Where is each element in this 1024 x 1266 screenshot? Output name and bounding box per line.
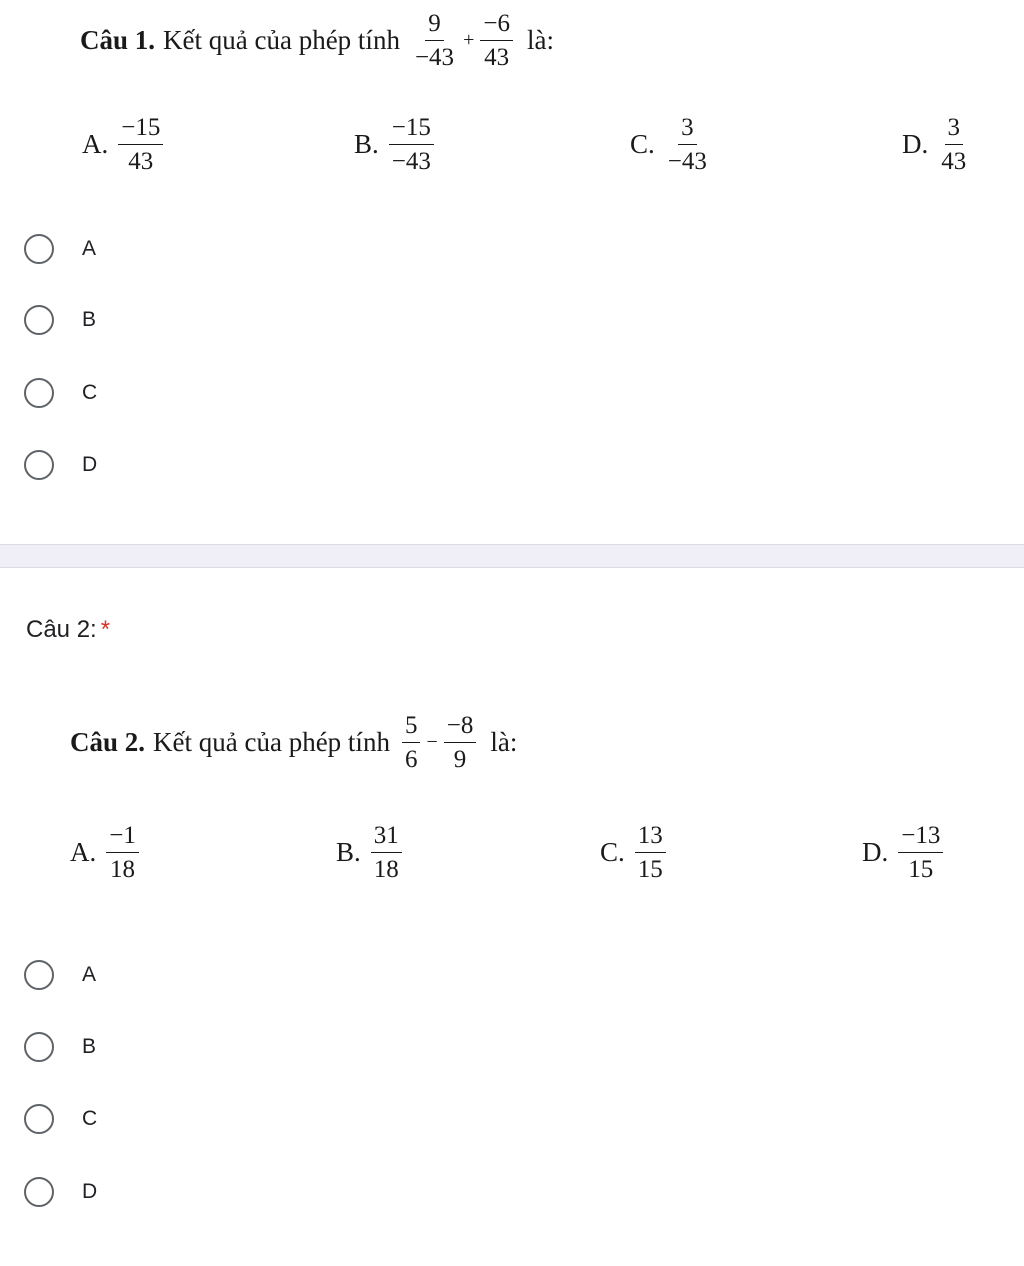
question2-choice-b[interactable]: [24, 1032, 96, 1062]
question2-option-a: [70, 820, 143, 886]
fraction-numerator: 5: [402, 710, 421, 743]
radio-button[interactable]: [24, 1104, 54, 1134]
question1-option-c: [630, 112, 714, 178]
choice-label: B: [82, 308, 97, 331]
question1-choice-c[interactable]: [24, 378, 97, 408]
fraction-numerator: −6: [480, 8, 513, 41]
option-fraction: [118, 112, 163, 178]
choice-label: C: [82, 1107, 98, 1130]
fraction-numerator: −13: [898, 820, 943, 853]
choice-label: D: [82, 453, 98, 476]
fraction-denominator: 15: [637, 856, 663, 884]
question2-option-c: [600, 820, 670, 886]
question2-statement: [70, 710, 517, 776]
question1-operator: +: [463, 29, 475, 52]
option-fraction: [106, 820, 139, 886]
option-fraction: [665, 112, 710, 178]
option-letter: A.: [70, 837, 97, 868]
question1-prefix: Câu 1.: [80, 25, 156, 56]
choice-label: D: [82, 1180, 98, 1203]
question2-operator: −: [426, 731, 438, 754]
fraction-denominator: 43: [484, 44, 510, 72]
fraction-denominator: 43: [941, 148, 967, 176]
fraction-numerator: −8: [444, 710, 477, 743]
fraction-denominator: 18: [110, 856, 136, 884]
fraction-numerator: 13: [635, 820, 666, 853]
fraction-denominator: 15: [908, 856, 934, 884]
fraction-numerator: 31: [371, 820, 402, 853]
fraction-denominator: 9: [453, 746, 467, 774]
question2-prefix: Câu 2.: [70, 727, 146, 758]
question1-choice-d[interactable]: [24, 450, 97, 480]
fraction-numerator: −15: [389, 112, 434, 145]
question1-option-a: [82, 112, 167, 178]
question1-fraction-b: [480, 8, 513, 74]
fraction-denominator: 43: [128, 148, 154, 176]
option-fraction: [938, 112, 969, 178]
question1-choice-a[interactable]: [24, 234, 96, 264]
radio-button[interactable]: [24, 450, 54, 480]
radio-button[interactable]: [24, 305, 54, 335]
question2-choice-a[interactable]: [24, 960, 96, 990]
option-fraction: [635, 820, 666, 886]
fraction-numerator: 3: [945, 112, 964, 145]
fraction-denominator: 18: [373, 856, 399, 884]
question1-suffix: là:: [526, 25, 554, 56]
section-divider: [0, 544, 1024, 568]
question2-option-d: [862, 820, 947, 886]
radio-button[interactable]: [24, 378, 54, 408]
fraction-numerator: −15: [118, 112, 163, 145]
question2-fraction-a: [402, 710, 421, 776]
option-fraction: [389, 112, 434, 178]
fraction-denominator: −43: [414, 44, 455, 72]
question1-option-d: [902, 112, 973, 178]
option-letter: C.: [600, 837, 625, 868]
option-letter: B.: [354, 129, 379, 160]
question1-fraction-a: [412, 8, 457, 74]
required-asterisk: *: [100, 616, 111, 643]
question2-text: Kết quả của phép tính: [153, 727, 390, 758]
option-letter: D.: [862, 837, 889, 868]
question2-title-text: Câu 2:: [26, 616, 97, 643]
option-letter: D.: [902, 129, 929, 160]
fraction-numerator: 3: [678, 112, 697, 145]
question2-option-b: [336, 820, 406, 886]
question2-choice-d[interactable]: [24, 1177, 97, 1207]
radio-button[interactable]: [24, 234, 54, 264]
choice-label: B: [82, 1035, 97, 1058]
question1-choice-b[interactable]: [24, 305, 96, 335]
option-letter: B.: [336, 837, 361, 868]
option-letter: C.: [630, 129, 655, 160]
fraction-denominator: −43: [667, 148, 707, 176]
fraction-numerator: −1: [106, 820, 139, 853]
question1-statement: [80, 8, 554, 74]
fraction-numerator: 9: [425, 8, 444, 41]
radio-button[interactable]: [24, 1177, 54, 1207]
choice-label: C: [82, 381, 98, 404]
question2-suffix: là:: [490, 727, 518, 758]
option-fraction: [371, 820, 402, 886]
choice-label: A: [82, 237, 97, 260]
option-fraction: [898, 820, 943, 886]
question2-title: [26, 616, 110, 644]
radio-button[interactable]: [24, 1032, 54, 1062]
radio-button[interactable]: [24, 960, 54, 990]
choice-label: A: [82, 963, 97, 986]
question1-option-b: [354, 112, 438, 178]
question2-choice-c[interactable]: [24, 1104, 97, 1134]
option-letter: A.: [82, 129, 109, 160]
question2-fraction-b: [444, 710, 477, 776]
fraction-denominator: 6: [404, 746, 418, 774]
question1-text: Kết quả của phép tính: [163, 25, 400, 56]
fraction-denominator: −43: [391, 148, 431, 176]
